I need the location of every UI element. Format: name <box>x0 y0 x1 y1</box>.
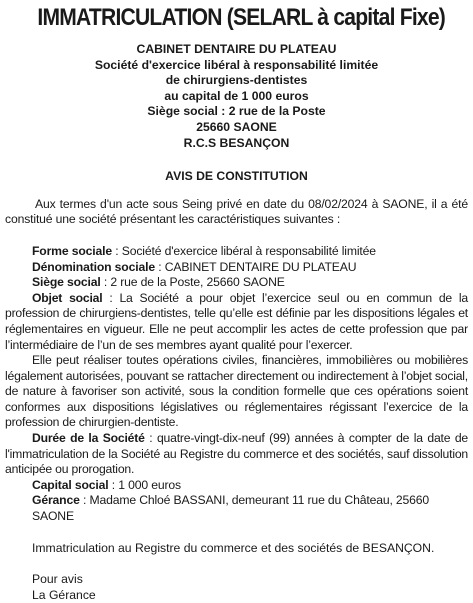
field-forme-sociale <box>5 244 468 260</box>
field-denomination <box>5 260 468 276</box>
field-value: Société d'exercice libéral à responsabilité limitée <box>121 243 376 258</box>
objet-social-suite: Elle peut réaliser toutes opérations civiles, financières, immobilières ou mobilières légalement autorisées, pouvant se rattacher directement ou indirectement à l’objet social, de nature à favoriser son activité, sous la condition formelle que ces opérations soient conformes aux dispositions législatives ou réglementaires régissant l’exercice de la profession de chirurgien-dentiste. <box>5 353 468 430</box>
intro-paragraph: Aux termes d'un acte sous Seing privé en date du 08/02/2024 à SAONE, il a été constitué une société présentant les caractéristiques suivantes : <box>5 196 468 227</box>
field-duree <box>5 431 468 478</box>
field-gerance <box>5 493 468 524</box>
field-separator: : <box>108 477 119 492</box>
company-capital: au capital de 1 000 euros <box>164 88 309 103</box>
field-value: La Société a pour objet l’exercice seul ou en commun de la profession de chirurgiens-dentistes, telle qu’elle est définie par les dispositions légales et réglementaires en vigueur. Elle ne peut accomplir les actes de cette profession que par l’intermédiaire de l’un de ses membres ayant qualité pour l’exercer. <box>5 290 469 352</box>
closing-signatory: La Gérance <box>32 587 96 602</box>
section-title: AVIS DE CONSTITUTION <box>165 169 308 184</box>
field-value: CABINET DENTAIRE DU PLATEAU <box>164 259 357 274</box>
field-label: Capital social <box>32 477 109 492</box>
closing-pour-avis: Pour avis <box>32 572 83 587</box>
field-label: Objet social <box>32 290 103 305</box>
field-separator: : <box>154 259 165 274</box>
company-form: Société d'exercice libéral à responsabilité limitée <box>94 57 379 72</box>
company-header <box>5 42 468 151</box>
field-value: 1 000 euros <box>118 477 181 492</box>
field-separator: : <box>100 275 111 290</box>
field-siege-social <box>5 275 468 291</box>
field-separator: : <box>79 493 90 508</box>
company-profession: de chirurgiens-dentistes <box>165 73 308 88</box>
field-value: 2 rue de la Poste, 25660 SAONE <box>110 275 285 290</box>
field-value: Madame Chloé BASSANI, demeurant 11 rue du Château, 25660 SAONE <box>32 493 430 524</box>
field-objet-social <box>5 291 468 353</box>
company-address: Siège social : 2 rue de la Poste <box>147 104 326 119</box>
notice-title: IMMATRICULATION (SELARL à capital Fixe) <box>37 4 446 31</box>
field-label: Forme sociale <box>32 243 113 258</box>
field-label: Gérance <box>32 493 80 508</box>
field-label: Durée de la Société <box>32 431 145 446</box>
field-separator: : <box>144 431 157 446</box>
company-rcs: R.C.S BESANÇON <box>183 135 290 150</box>
field-capital-social <box>5 478 468 494</box>
field-separator: : <box>102 290 120 305</box>
company-name: CABINET DENTAIRE DU PLATEAU <box>136 42 337 56</box>
field-label: Dénomination sociale <box>32 259 155 274</box>
company-city: 25660 SAONE <box>196 119 277 134</box>
field-label: Siège social <box>32 275 101 290</box>
field-separator: : <box>112 243 122 258</box>
immatriculation-statement: Immatriculation au Registre du commerce et des sociétés de BESANÇON. <box>32 540 435 555</box>
field-value: quatre-vingt-dix-neuf (99) années à compter de la date de l'immatriculation de la Société au Registre du commerce et des sociétés, sauf dissolution anticipée ou prorogation. <box>5 431 469 477</box>
